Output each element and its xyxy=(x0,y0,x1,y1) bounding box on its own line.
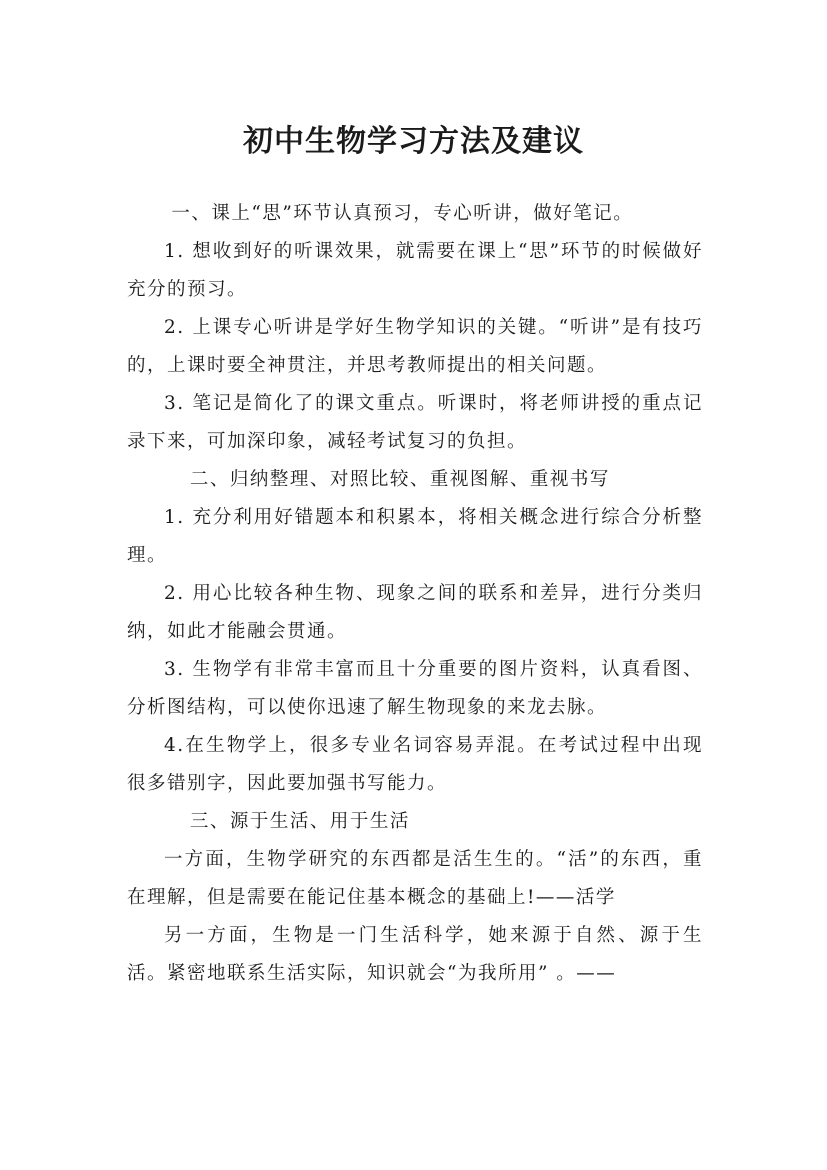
paragraph: 一方面，生物学研究的东西都是活生生的。“活”的东西，重在理解，但是需要在能记住基本概念的基础上!——活学 xyxy=(127,849,703,908)
section-heading-3: 三、源于生活、用于生活 xyxy=(189,811,410,832)
paragraph: 3. 笔记是简化了的课文重点。听课时，将老师讲授的重点记录下来，可加深印象，减轻考试复习的负担。 xyxy=(127,393,703,452)
paragraph: 2. 用心比较各种生物、现象之间的联系和差异，进行分类归纳，如此才能融会贯通。 xyxy=(127,583,703,642)
paragraph: 2. 上课专心听讲是学好生物学知识的关键。“听讲”是有技巧的，上课时要全神贯注，并思考教师提出的相关问题。 xyxy=(127,317,703,376)
section-heading-2: 二、归纳整理、对照比较、重视图解、重视书写 xyxy=(189,469,610,490)
paragraph: 4.在生物学上，很多专业名词容易弄混。在考试过程中出现很多错别字，因此要加强书写能力。 xyxy=(127,735,703,794)
paragraph: 1. 想收到好的听课效果，就需要在课上“思”环节的时候做好充分的预习。 xyxy=(127,241,703,300)
document-body xyxy=(127,195,703,993)
section-heading-1: 一、课上“思”环节认真预习，专心听讲，做好笔记。 xyxy=(171,203,634,224)
paragraph: 1. 充分利用好错题本和积累本，将相关概念进行综合分析整理。 xyxy=(127,507,703,566)
paragraph: 另一方面，生物是一门生活科学，她来源于自然、源于生活。紧密地联系生活实际，知识就会“为我所用” 。—— xyxy=(127,925,703,984)
paragraph: 3. 生物学有非常丰富而且十分重要的图片资料，认真看图、分析图结构，可以使你迅速了解生物现象的来龙去脉。 xyxy=(127,659,703,718)
document-title: 初中生物学习方法及建议 xyxy=(243,124,584,160)
